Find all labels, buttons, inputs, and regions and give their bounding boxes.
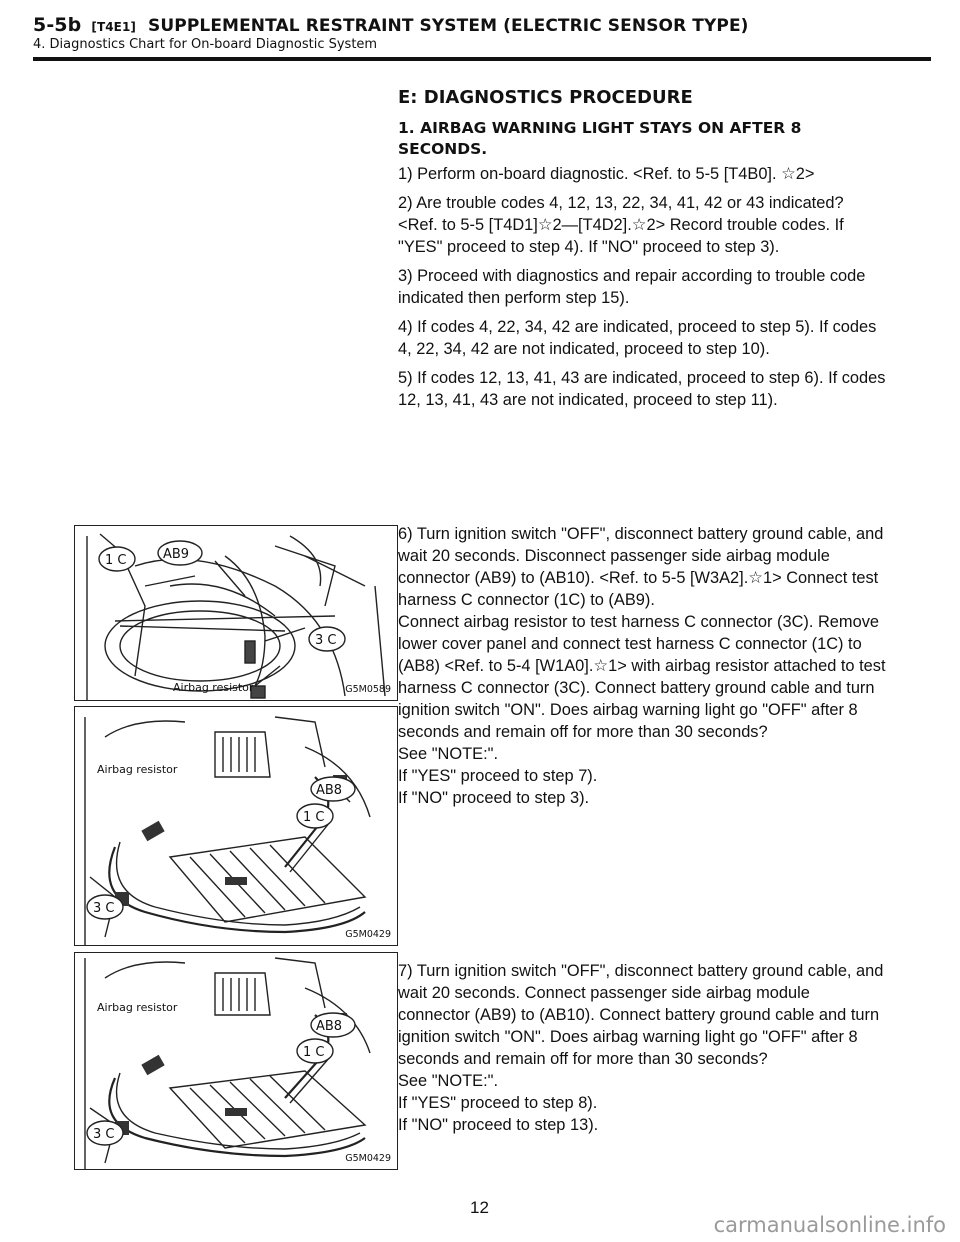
step-4: 4) If codes 4, 22, 34, 42 are indicated, proceed to step 5). If codes 4, 22, 34, 42 are not indicated, proceed to step 10). — [398, 318, 877, 358]
step-3: 3) Proceed with diagnostics and repair according to trouble code indicated then perform step 15). — [398, 267, 866, 307]
step-7-note: See "NOTE:". — [398, 1072, 498, 1090]
figure-2-label-ab: AB8 — [316, 783, 343, 798]
header-rule — [33, 57, 931, 61]
step-6-text-a: 6) Turn ignition switch "OFF", disconnect battery ground cable, and wait 20 seconds. Disconnect passenger side airbag module connector (AB9) to (AB10). <Ref. to 5-5 [W3A2].☆1> Connect test harness C connector (1C) to (AB9). — [398, 525, 884, 609]
page-header — [33, 14, 933, 52]
figure-passenger-airbag-connector — [74, 525, 398, 701]
step-6-yes: If "YES" proceed to step 7). — [398, 767, 598, 785]
figure-1-label-resistor: Airbag resistor — [173, 681, 254, 694]
figure-1-label-ab: AB9 — [163, 547, 190, 562]
figure-3-label-ab: AB8 — [316, 1019, 343, 1034]
figure-3-label-1c: 1 C — [303, 1045, 325, 1060]
section-code: [T4E1] — [91, 20, 137, 34]
figure-1-code: G5M0589 — [345, 684, 391, 695]
figure-2-label-resistor: Airbag resistor — [97, 763, 178, 776]
step-6-text-b: Connect airbag resistor to test harness C connector (3C). Remove lower cover panel and connect test harness C connector (1C) to (AB8) <Ref. to 5-4 [W1A0].☆1> with airbag resistor attached to test harness C connector (3C). Connect battery ground cable and turn ignition switch "ON". Does airbag warning light go "OFF" after 8 seconds and remain off for more than 30 seconds? — [398, 613, 886, 741]
figure-3-code: G5M0429 — [345, 1153, 391, 1164]
steps-top-block — [398, 163, 886, 418]
watermark: carmanualsonline.info — [713, 1213, 946, 1237]
section-number: 5-5b — [33, 14, 82, 36]
step-5: 5) If codes 12, 13, 41, 43 are indicated, proceed to step 6). If codes 12, 13, 41, 43 are not indicated, proceed to step 11). — [398, 369, 886, 409]
figure-1-label-1c: 1 C — [105, 553, 127, 568]
step-7-yes: If "YES" proceed to step 8). — [398, 1094, 598, 1112]
figure-2-illustration — [75, 707, 397, 945]
figure-3-illustration — [75, 953, 397, 1169]
step-1: 1) Perform on-board diagnostic. <Ref. to 5-5 [T4B0]. ☆2> — [398, 165, 815, 183]
figure-lower-harness-connection — [74, 706, 398, 946]
figure-lower-harness-connection-2 — [74, 952, 398, 1170]
step-6-no: If "NO" proceed to step 3). — [398, 789, 590, 807]
step-2: 2) Are trouble codes 4, 12, 13, 22, 34, 41, 42 or 43 indicated? <Ref. to 5-5 [T4D1]☆2—[T4D2].☆2> Record trouble codes. If "YES" proceed to step 4). If "NO" proceed to step 3). — [398, 194, 844, 256]
figure-1-illustration — [75, 526, 397, 700]
figure-2-label-3c: 3 C — [93, 901, 115, 916]
header-title-line — [33, 14, 933, 36]
figure-1-label-3c: 3 C — [315, 633, 337, 648]
header-subtitle: 4. Diagnostics Chart for On-board Diagnostic System — [33, 37, 378, 52]
page-number: 12 — [470, 1198, 489, 1217]
figure-2-label-1c: 1 C — [303, 810, 325, 825]
step-6-note: See "NOTE:". — [398, 745, 498, 763]
procedure-subheading: 1. AIRBAG WARNING LIGHT STAYS ON AFTER 8 SECONDS. — [398, 119, 802, 158]
figure-3-label-3c: 3 C — [93, 1127, 115, 1142]
step-7-block — [398, 960, 886, 1136]
procedure-heading: E: DIAGNOSTICS PROCEDURE — [398, 87, 693, 108]
figure-2-code: G5M0429 — [345, 929, 391, 940]
step-6-block — [398, 523, 886, 809]
step-7-no: If "NO" proceed to step 13). — [398, 1116, 599, 1134]
step-7-text: 7) Turn ignition switch "OFF", disconnect battery ground cable, and wait 20 seconds. Connect passenger side airbag module connector (AB9) to (AB10). Connect battery ground cable and turn ignition switch "ON". Does airbag warning light go "OFF" after 8 seconds and remain off for more than 30 seconds? — [398, 962, 884, 1068]
header-title: SUPPLEMENTAL RESTRAINT SYSTEM (ELECTRIC SENSOR TYPE) — [148, 16, 749, 36]
figure-3-label-resistor: Airbag resistor — [97, 1001, 178, 1014]
